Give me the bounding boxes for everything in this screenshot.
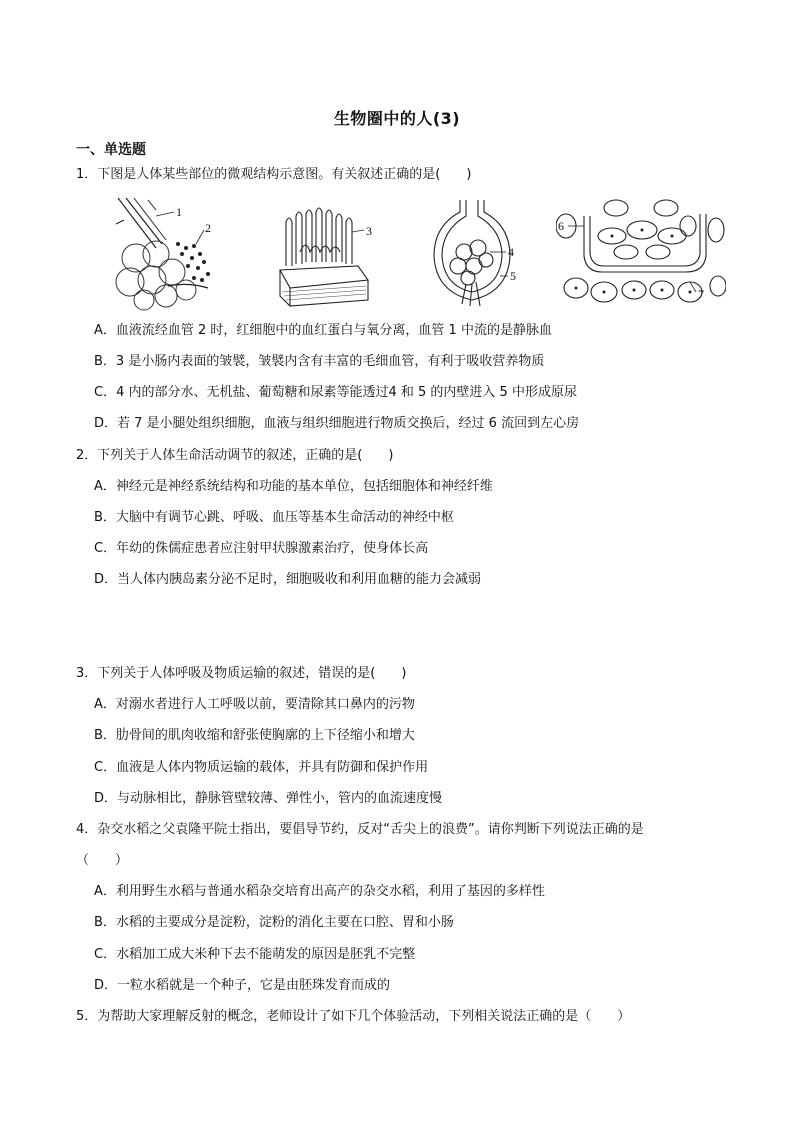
question-4-option-b: B．水稻的主要成分是淀粉，淀粉的消化主要在口腔、胃和小肠 [94, 915, 454, 930]
figure-glomerulus [428, 196, 528, 311]
question-4-option-a: A．利用野生水稻与普通水稻杂交培育出高产的杂交水稻，利用了基因的多样性 [94, 884, 545, 899]
section-heading: 一、单选题 [76, 142, 146, 158]
question-3-option-d: D．与动脉相比，静脉管壁较薄、弹性小，管内的血流速度慢 [94, 791, 443, 806]
question-4-stem: 4．杂交水稻之父袁隆平院士指出，要倡导节约，反对“舌尖上的浪费”。请你判断下列说法正确的是 [76, 822, 644, 837]
question-2-stem: 2．下列关于人体生命活动调节的叙述，正确的是( ) [76, 448, 394, 463]
page-title: 生物圈中的人(3) [333, 109, 461, 128]
question-2-option-a: A．神经元是神经系统结构和功能的基本单位，包括细胞体和神经纤维 [94, 479, 493, 494]
label-7: 7 [698, 287, 704, 301]
question-3-stem: 3．下列关于人体呼吸及物质运输的叙述，错误的是( ) [76, 666, 407, 681]
question-3-option-a: A．对溺水者进行人工呼吸以前，要清除其口鼻内的污物 [94, 697, 415, 712]
question-1-option-d: D．若 7 是小腿处组织细胞，血液与组织细胞进行物质交换后，经过 6 流回到左心房 [94, 416, 580, 431]
label-1: 1 [176, 205, 182, 219]
label-4: 4 [508, 245, 514, 259]
question-3-option-c: C．血液是人体内物质运输的载体，并具有防御和保护作用 [94, 760, 429, 775]
figure-tissue-capillary [556, 196, 726, 311]
question-2-option-d: D．当人体内胰岛素分泌不足时，细胞吸收和利用血糖的能力会减弱 [94, 572, 482, 587]
label-6: 6 [558, 219, 564, 233]
question-4-option-c: C．水稻加工成大米种下去不能萌发的原因是胚乳不完整 [94, 947, 416, 962]
label-5: 5 [510, 269, 516, 283]
label-2: 2 [205, 221, 211, 235]
question-2-option-b: B．大脑中有调节心跳、呼吸、血压等基本生命活动的神经中枢 [94, 510, 454, 525]
question-3-option-b: B．肋骨间的肌肉收缩和舒张使胸廓的上下径缩小和增大 [94, 728, 415, 743]
question-4-stem-continued: （ ） [76, 853, 129, 868]
question-1-option-a: A．血液流经血管 2 时，红细胞中的血红蛋白与氧分离，血管 1 中流的是静脉血 [94, 323, 552, 338]
question-2-option-c: C．年幼的侏儒症患者应注射甲状腺激素治疗，使身体长高 [94, 541, 429, 556]
label-3: 3 [366, 224, 372, 238]
question-1-stem: 1．下图是人体某些部位的微观结构示意图。有关叙述正确的是( ) [76, 167, 472, 182]
question-4-option-d: D．一粒水稻就是一个种子，它是由胚珠发育而成的 [94, 978, 391, 993]
figure-intestine-villi [272, 196, 382, 311]
figure-alveoli [108, 196, 223, 311]
question-1-option-c: C．4 内的部分水、无机盐、葡萄糖和尿素等能透过4 和 5 的内壁进入 5 中形成原尿 [94, 385, 577, 400]
question-1-option-b: B．3 是小肠内表面的皱襞，皱襞内含有丰富的毛细血管，有利于吸收营养物质 [94, 354, 545, 369]
question-5-stem: 5．为帮助大家理解反射的概念，老师设计了如下几个体验活动，下列相关说法正确的是（ ） [76, 1009, 631, 1024]
